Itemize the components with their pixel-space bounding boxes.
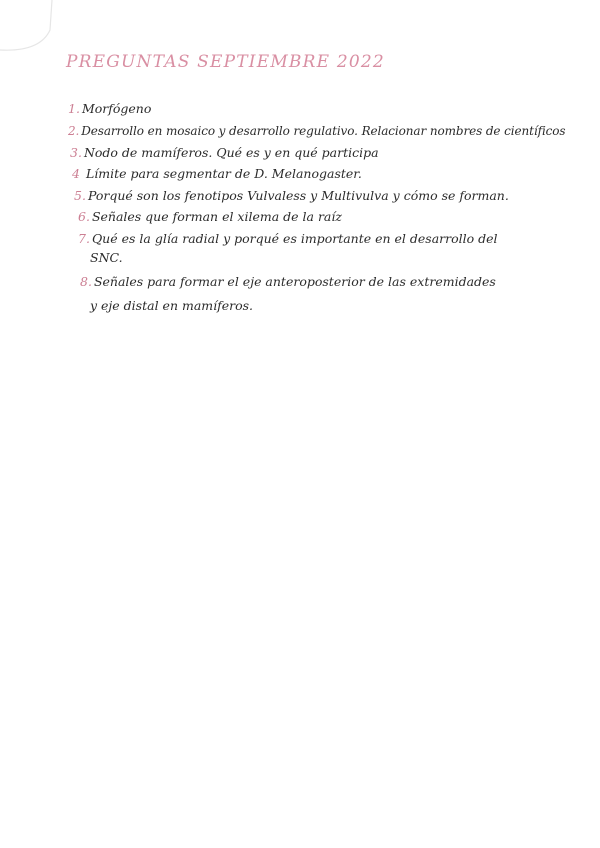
question-text: Señales para formar el eje anteroposterior de las extremidades [93,274,496,289]
list-item [68,125,565,137]
question-number: 8. [80,274,92,289]
question-number: 1. [68,101,80,116]
question-text: Desarrollo en mosaico y desarrollo regulativo. Relacionar nombres de científicos [81,124,566,138]
question-continuation: SNC. [90,250,123,265]
question-number: 6. [78,209,90,224]
question-text: Señales que forman el xilema de la raíz [91,209,342,224]
list-item [70,147,379,160]
list-item [68,103,151,116]
page-title: PREGUNTAS SEPTIEMBRE 2022 [66,52,385,72]
question-number: 5. [74,188,86,203]
question-number: 7. [78,231,90,246]
question-number: 3. [70,145,82,160]
question-text: Qué es la glía radial y porqué es importante en el desarrollo del [91,231,498,246]
question-number: 4 [72,166,80,181]
question-text: Nodo de mamíferos. Qué es y en qué participa [83,145,379,160]
question-text: Porqué son los fenotipos Vulvaless y Multivulva y cómo se forman. [87,188,509,203]
list-item [72,168,362,181]
list-item [78,211,342,224]
list-item [74,190,509,203]
question-continuation: y eje distal en mamíferos. [90,298,254,313]
question-text: Límite para segmentar de D. Melanogaster. [85,166,362,181]
list-item [78,233,498,246]
question-text: Morfógeno [81,101,152,116]
list-item [80,276,496,289]
question-number: 2. [68,124,80,138]
